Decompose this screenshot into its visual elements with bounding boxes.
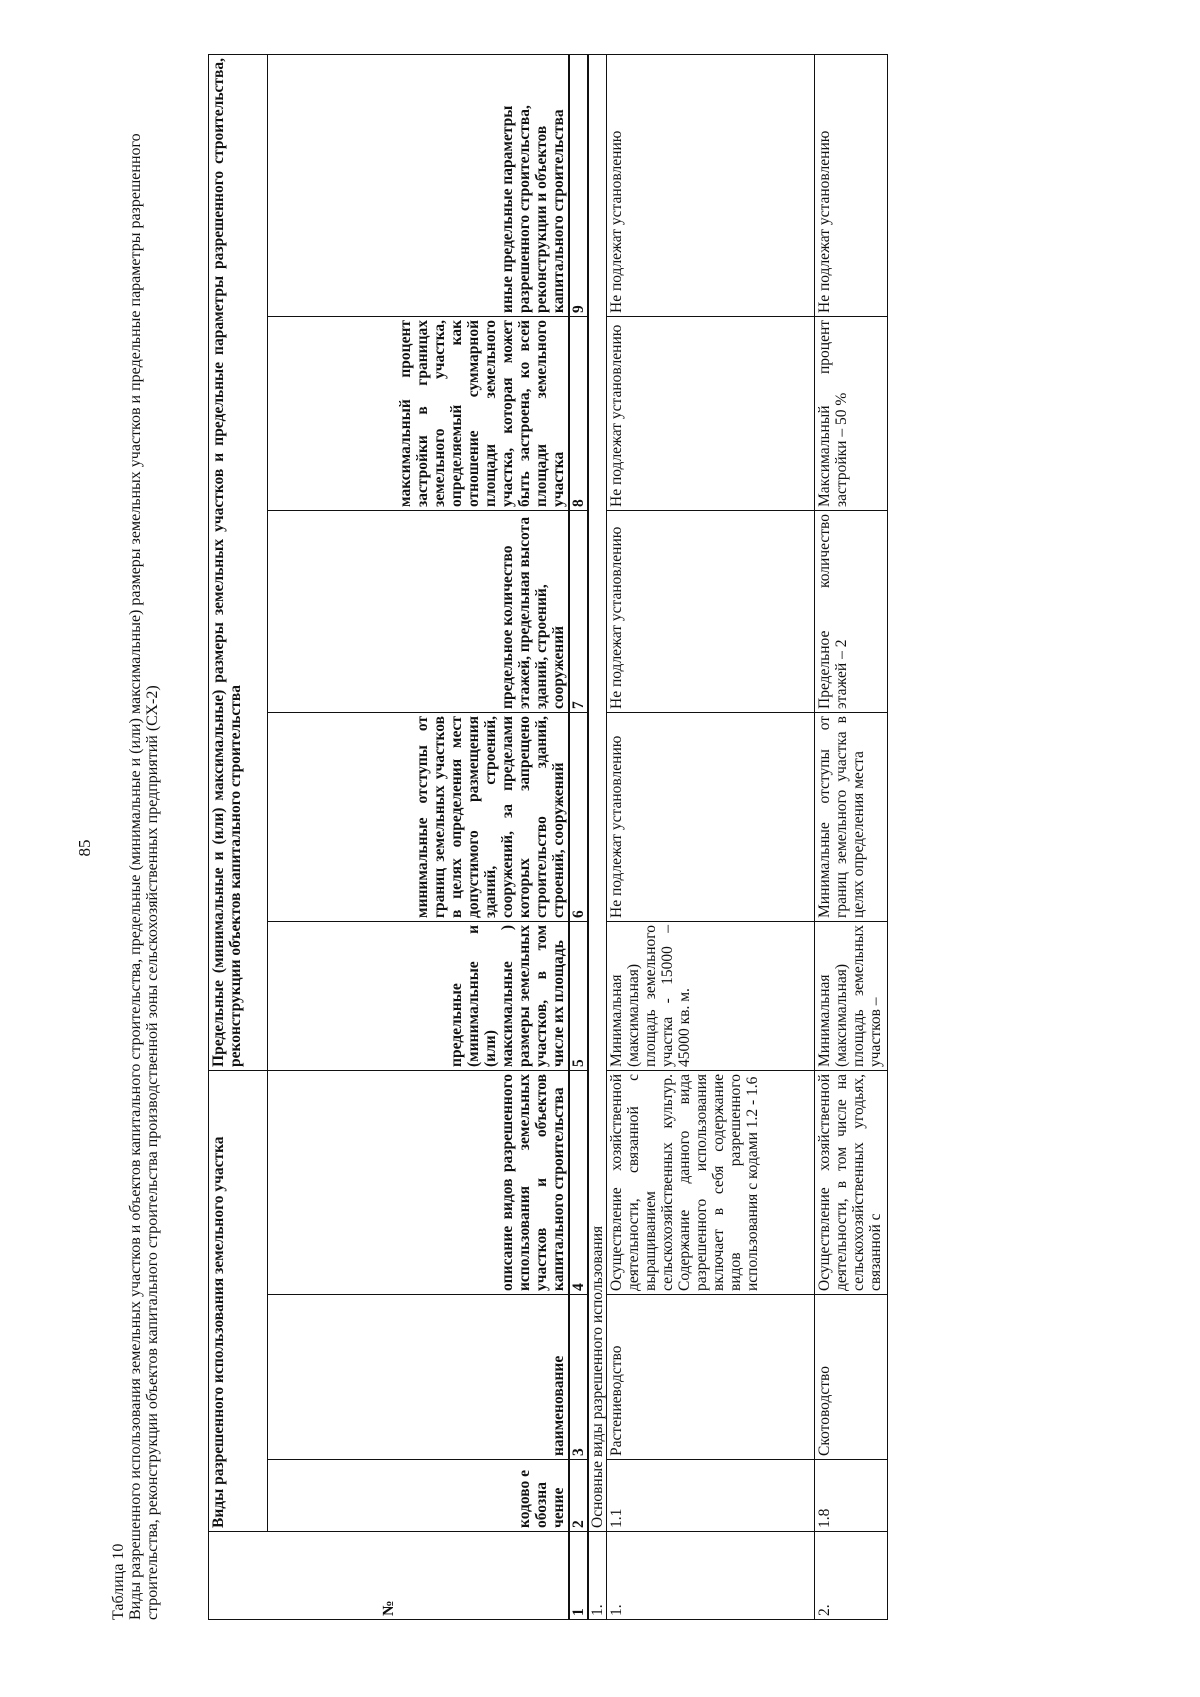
row-no: 2. bbox=[815, 1532, 888, 1620]
row-area: Минимальная (максимальная) площадь земельных участков – bbox=[815, 921, 888, 1070]
header-other: иные предельные параметры разрешенного строительства, реконструкции и объектов капитального строительства bbox=[268, 54, 570, 316]
header-no: № bbox=[209, 1532, 570, 1620]
row-setback: Минимальные отступы от границ земельного участка в целях определения места bbox=[815, 712, 888, 921]
header-name: наименование bbox=[268, 1295, 570, 1460]
row-other: Не подлежат установлению bbox=[607, 54, 815, 316]
row-name: Скотоводство bbox=[815, 1295, 888, 1460]
row-other: Не подлежат установлению bbox=[815, 54, 888, 316]
table-row bbox=[815, 54, 888, 1619]
col-number: 1 bbox=[569, 1532, 588, 1620]
row-description: Осуществление хозяйственной деятельности, связанной с выращиванием сельскохозяйственных культур. Содержание данного вида разрешенного использования включает в себя содержание видов разрешенного использования с кодами 1.2 - 1.6 bbox=[607, 1070, 815, 1294]
col-number: 6 bbox=[569, 712, 588, 921]
header-kinds-group: Виды разрешенного использования земельного участка bbox=[209, 1070, 268, 1531]
col-number: 9 bbox=[569, 54, 588, 316]
section-title: Основные виды разрешенного использования bbox=[588, 54, 607, 1531]
rotated-page-content bbox=[110, 45, 1070, 1620]
header-setback: минимальные отступы от границ земельных участков в целях определения мест допустимого размещения зданий, строений, сооружений, за пределами которых запрещено строительство зданий, строений, сооружений bbox=[268, 712, 570, 921]
page-number: 85 bbox=[75, 839, 94, 857]
header-floors: предельное количество этажей, предельная высота зданий, строений, сооружений bbox=[268, 510, 570, 712]
column-numbers-row bbox=[569, 54, 588, 1619]
col-number: 5 bbox=[569, 921, 588, 1070]
table-title: Виды разрешенного использования земельных участков и объектов капитального строительства, предельные (минимальные и (или) максимальные) размеры земельных участков и предельные параметры разрешенного строительства, реконструкции объектов капитального строительства производственной зоны сельскохозяйственных предприятий (СХ-2) bbox=[127, 133, 161, 1620]
zoning-table bbox=[208, 54, 888, 1620]
row-description: Осуществление хозяйственной деятельности, в том числе на сельскохозяйственных угодьях, связанной с bbox=[815, 1070, 888, 1294]
header-area: предельные (минимальные и (или) максимальные ) размеры земельных участков, в том числе их площадь bbox=[268, 921, 570, 1070]
header-row-groups bbox=[209, 54, 268, 1619]
col-number: 8 bbox=[569, 316, 588, 510]
header-coverage: максимальный процент застройки в границах земельного участка, определяемый как отношение суммарной площади земельного участка, которая может быть застроена, ко всей площади земельного участка bbox=[268, 316, 570, 510]
section-row bbox=[588, 54, 607, 1619]
header-code: кодово е обозна чение bbox=[268, 1460, 570, 1532]
header-description: описание видов разрешенного использования земельных участков и объектов капитального строительства bbox=[268, 1070, 570, 1294]
row-setback: Не подлежат установлению bbox=[607, 712, 815, 921]
table-caption bbox=[110, 55, 161, 1620]
col-number: 7 bbox=[569, 510, 588, 712]
row-floors: Не подлежат установлению bbox=[607, 510, 815, 712]
table-row bbox=[607, 54, 815, 1619]
row-floors: Предельное количество этажей – 2 bbox=[815, 510, 888, 712]
row-code: 1.8 bbox=[815, 1460, 888, 1532]
row-name: Растениеводство bbox=[607, 1295, 815, 1460]
row-coverage: Не подлежат установлению bbox=[607, 316, 815, 510]
row-no: 1. bbox=[607, 1532, 815, 1620]
table-label: Таблица 10 bbox=[110, 1543, 127, 1620]
header-params-group: Предельные (минимальные и (или) максимальные) размеры земельных участков и предельные параметры разрешенного строительства, реконструкции объектов капитального строительства bbox=[209, 54, 268, 1070]
col-number: 4 bbox=[569, 1070, 588, 1294]
row-area: Минимальная (максимальная) площадь земельного участка - 15000 – 45000 кв. м. bbox=[607, 921, 815, 1070]
row-coverage: Максимальный процент застройки – 50 % bbox=[815, 316, 888, 510]
header-row-sub bbox=[268, 54, 570, 1619]
section-number: 1. bbox=[588, 1532, 607, 1620]
col-number: 2 bbox=[569, 1460, 588, 1532]
row-code: 1.1 bbox=[607, 1460, 815, 1532]
col-number: 3 bbox=[569, 1295, 588, 1460]
